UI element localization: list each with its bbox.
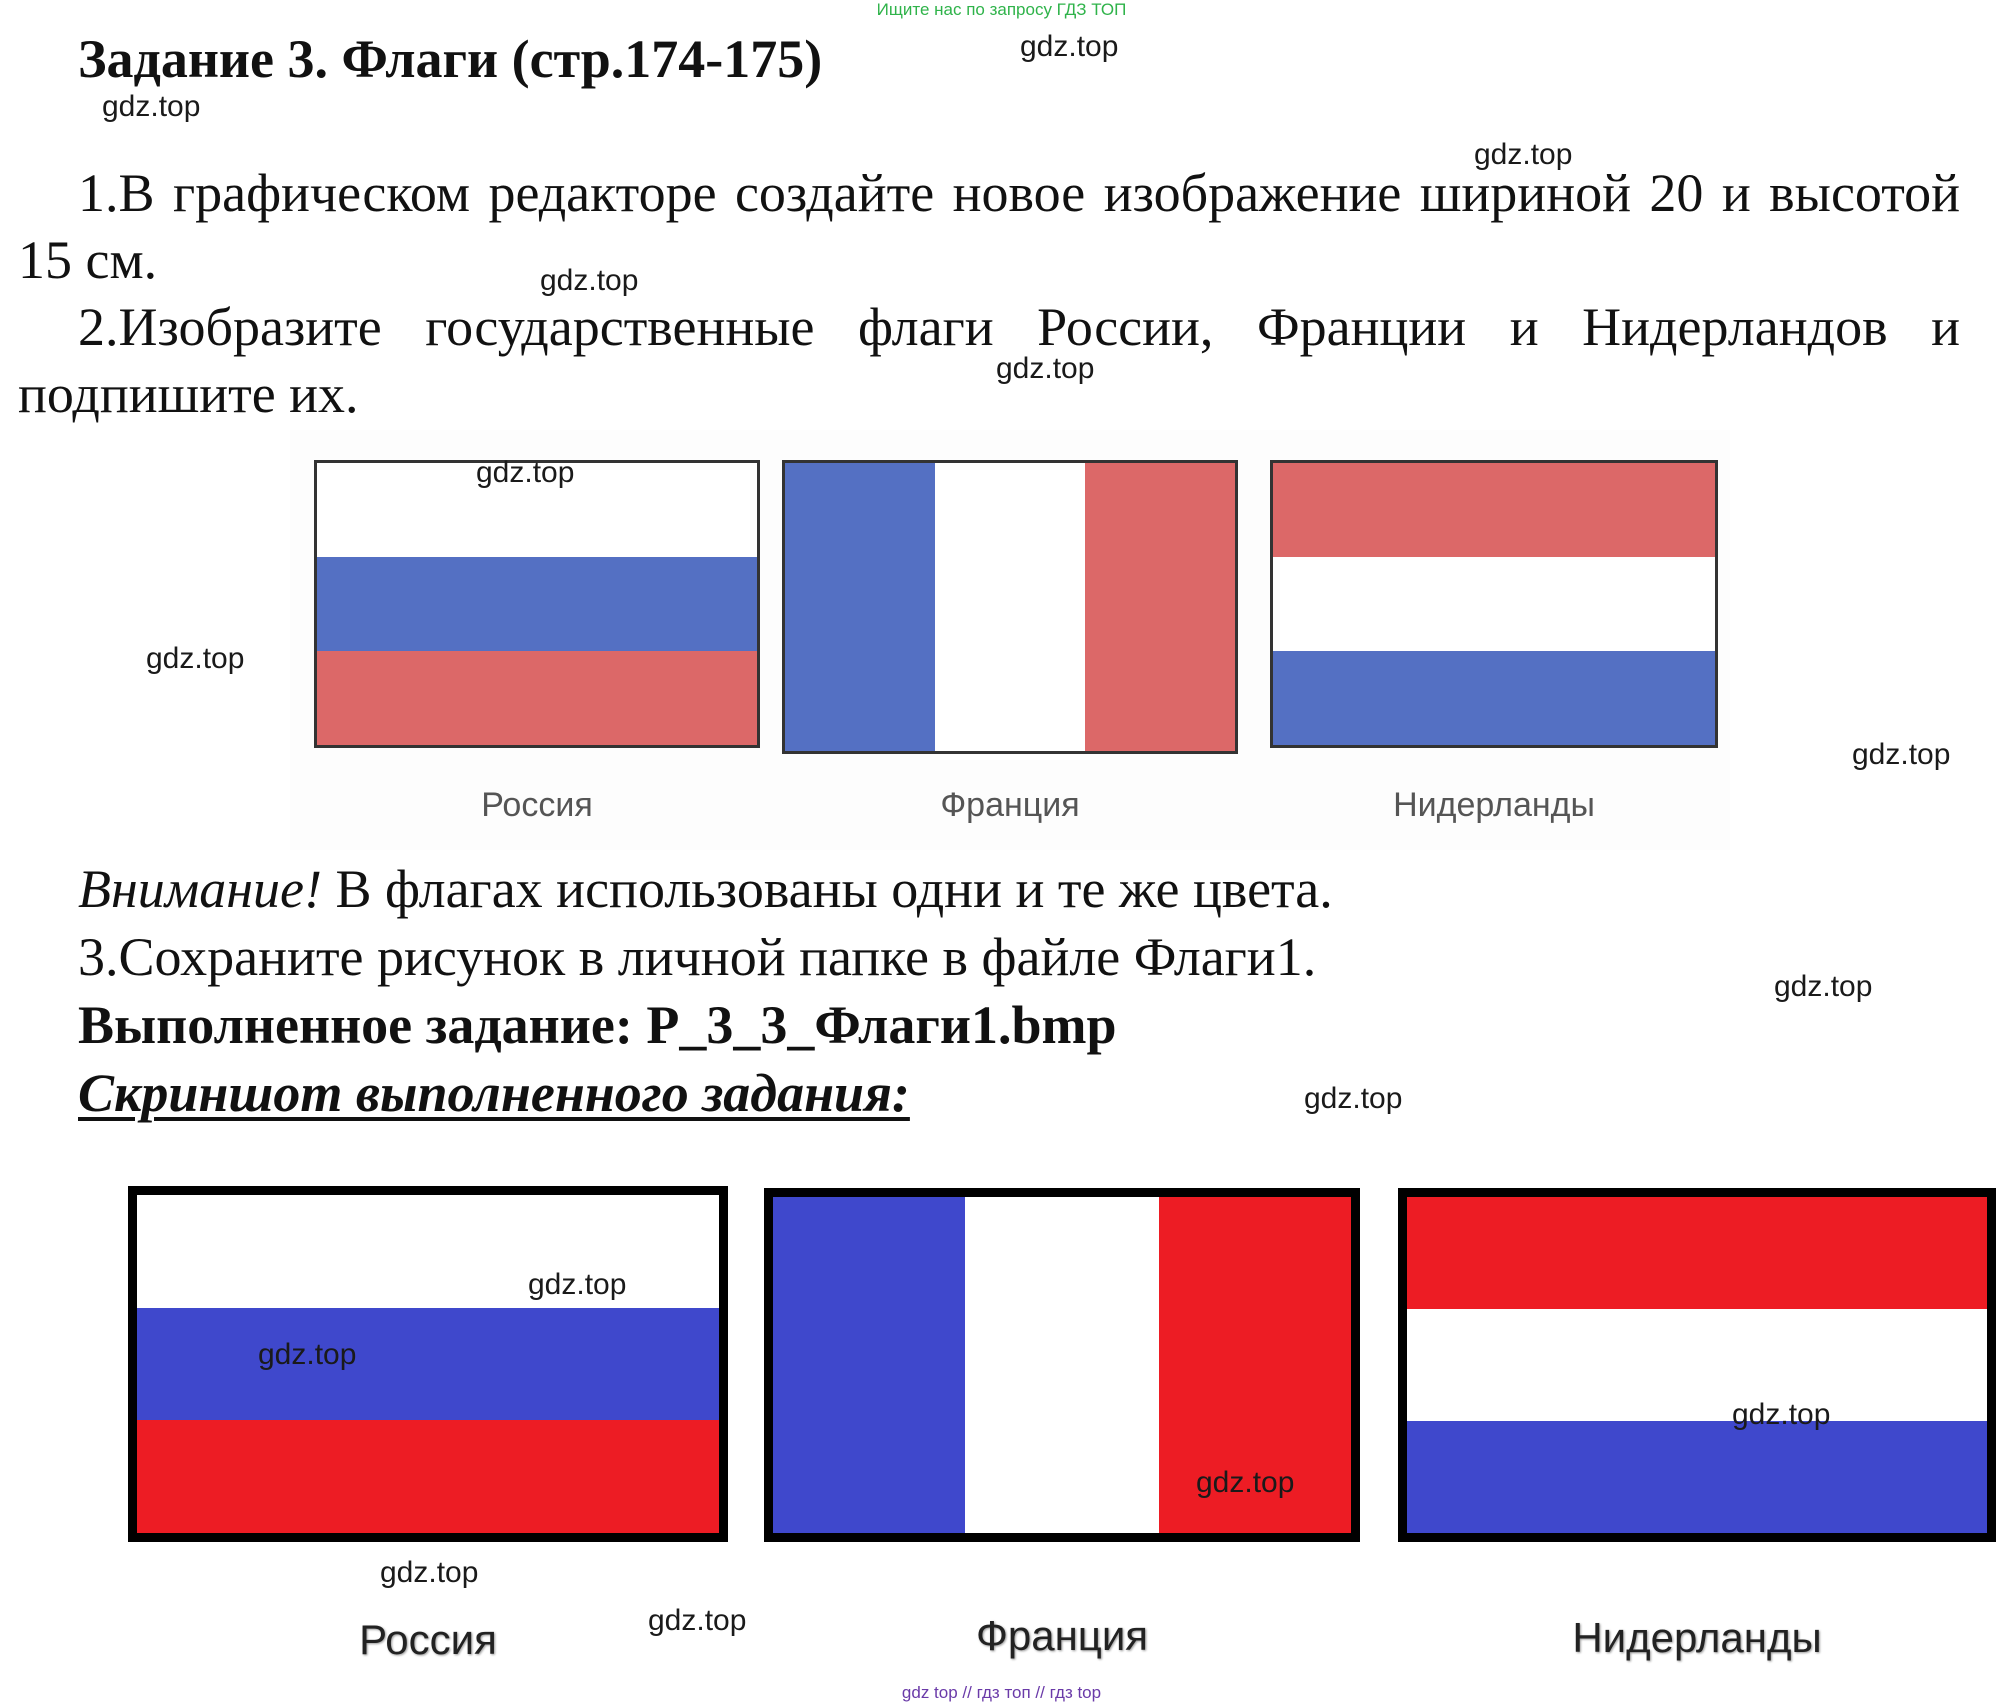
netherlands-blue-stripe: [1407, 1421, 1987, 1533]
watermark: gdz.top: [648, 1604, 747, 1637]
watermark: gdz.top: [102, 90, 201, 123]
russia-blue-stripe: [137, 1308, 719, 1421]
watermark: gdz.top: [996, 352, 1095, 385]
book-flag-russia: [314, 460, 760, 748]
step-1-text: 1.В графическом редакторе создайте новое изображение шириной 20 и высотой 15 см.: [18, 163, 1960, 290]
book-flag-netherlands: [1270, 460, 1718, 748]
attention-note: [78, 858, 1333, 920]
france-red-stripe: [1085, 463, 1235, 751]
screenshot-caption-russia: Россия: [359, 1616, 497, 1663]
france-blue-stripe: [785, 463, 935, 751]
netherlands-red-stripe: [1273, 463, 1715, 557]
watermark: gdz.top: [1732, 1398, 1831, 1431]
page-title: Задание 3. Флаги (стр.174-175): [78, 29, 823, 89]
screenshot-flag-russia: [128, 1186, 728, 1542]
textbook-flags-figure: [290, 430, 1730, 850]
step-3-text: 3.Сохраните рисунок в личной папке в файле Флаги1.: [78, 927, 1317, 987]
watermark: gdz.top: [528, 1268, 627, 1301]
netherlands-white-stripe: [1273, 557, 1715, 651]
russia-blue-stripe: [317, 557, 757, 651]
netherlands-red-stripe: [1407, 1197, 1987, 1309]
russia-red-stripe: [317, 651, 757, 745]
netherlands-blue-stripe: [1273, 651, 1715, 745]
done-task-label: Выполненное задание: Р_3_3_Флаги1.bmp: [78, 995, 1117, 1055]
step-2-text: 2.Изобразите государственные флаги России, Франции и Нидерландов и подпишите их.: [18, 297, 1960, 424]
screenshot-caption-netherlands: Нидерланды: [1572, 1614, 1822, 1661]
watermark: gdz.top: [1304, 1082, 1403, 1115]
watermark: gdz.top: [1474, 138, 1573, 171]
watermark: gdz.top: [1852, 738, 1951, 771]
attention-text: В флагах использованы одни и те же цвета.: [321, 859, 1333, 919]
footer-links[interactable]: gdz top // гдз топ // гдз top: [901, 1683, 1102, 1702]
screenshot-caption-france: Франция: [975, 1612, 1149, 1659]
watermark: gdz.top: [1774, 970, 1873, 1003]
france-white-stripe: [965, 1197, 1158, 1533]
screenshot-heading: Скриншот выполненного задания:: [78, 1063, 910, 1123]
watermark: gdz.top: [146, 642, 245, 675]
watermark: gdz.top: [1196, 1466, 1295, 1499]
watermark: gdz.top: [1020, 30, 1119, 63]
russia-white-stripe: [137, 1195, 719, 1308]
watermark: gdz.top: [540, 264, 639, 297]
watermark: gdz.top: [380, 1556, 479, 1589]
book-caption-russia: Россия: [481, 786, 593, 824]
screenshot-flag-netherlands: [1398, 1188, 1996, 1542]
watermark: gdz.top: [476, 456, 575, 489]
search-banner[interactable]: Ищите нас по запросу ГДЗ ТОП: [876, 0, 1127, 19]
netherlands-white-stripe: [1407, 1309, 1987, 1421]
watermark: gdz.top: [258, 1338, 357, 1371]
book-flag-france: [782, 460, 1238, 754]
france-white-stripe: [935, 463, 1085, 751]
book-caption-netherlands: Нидерланды: [1393, 786, 1595, 824]
france-blue-stripe: [773, 1197, 965, 1533]
attention-label: Внимание!: [78, 859, 322, 919]
russia-red-stripe: [137, 1420, 719, 1533]
book-caption-france: Франция: [940, 786, 1080, 824]
